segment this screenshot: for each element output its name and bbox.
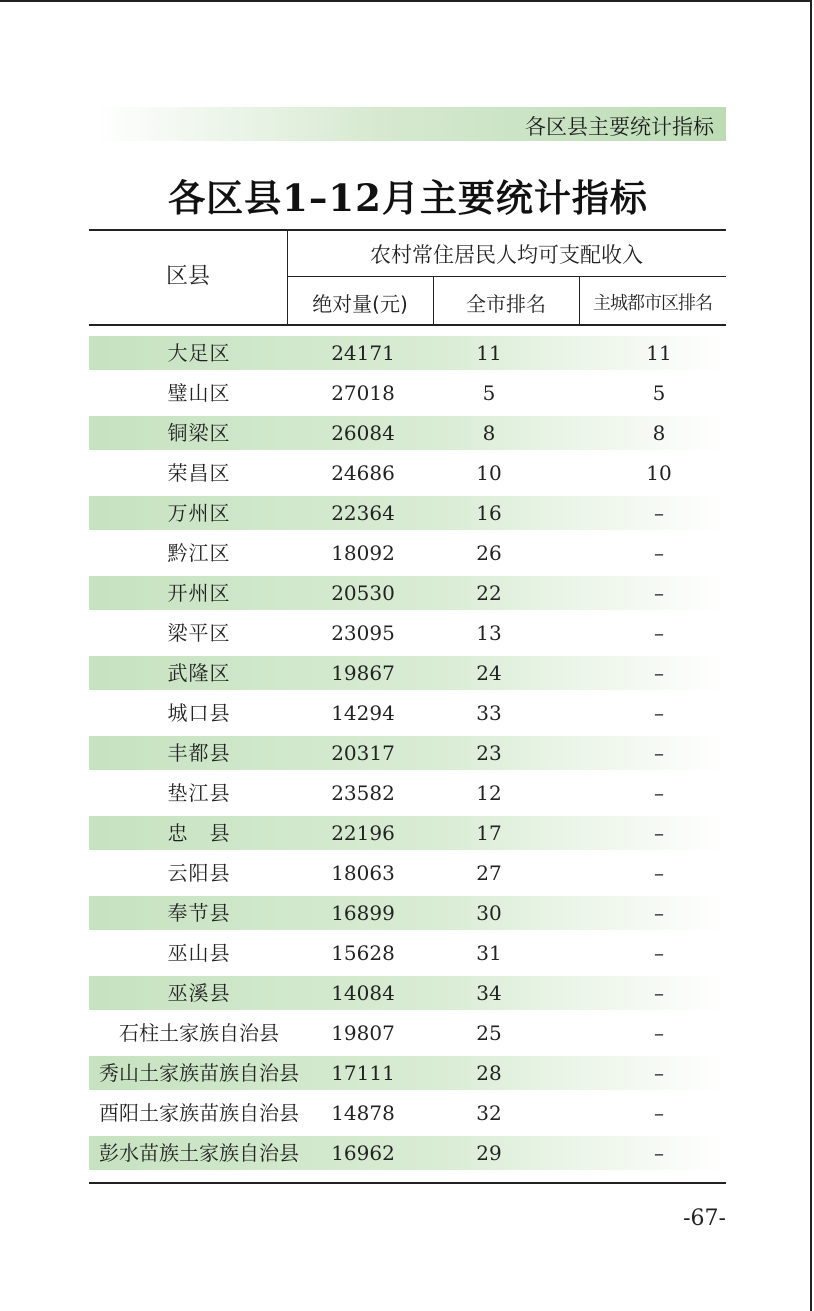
main-city-rank: – bbox=[654, 621, 664, 645]
table-top-rule bbox=[89, 229, 726, 231]
table-row bbox=[89, 1016, 726, 1050]
main-city-rank: – bbox=[654, 821, 664, 845]
city-rank: 17 bbox=[476, 821, 502, 845]
main-city-rank: – bbox=[654, 1061, 664, 1085]
main-city-rank: – bbox=[654, 581, 664, 605]
absolute-value: 18063 bbox=[331, 861, 395, 885]
district-name: 酉阳土家族苗族自治县 bbox=[99, 1101, 299, 1125]
main-city-rank: – bbox=[654, 701, 664, 725]
district-name: 彭水苗族土家族自治县 bbox=[99, 1141, 299, 1165]
table-row bbox=[89, 776, 726, 810]
main-city-rank: – bbox=[654, 901, 664, 925]
city-rank: 28 bbox=[476, 1061, 502, 1085]
main-city-rank: 10 bbox=[646, 461, 672, 485]
absolute-value: 14084 bbox=[331, 981, 395, 1005]
city-rank: 24 bbox=[476, 661, 502, 685]
main-city-rank: – bbox=[654, 1141, 664, 1165]
city-rank: 27 bbox=[476, 861, 502, 885]
district-name: 巫山县 bbox=[167, 941, 231, 965]
city-rank: 31 bbox=[476, 941, 502, 965]
city-rank: 11 bbox=[476, 341, 502, 365]
main-city-rank: – bbox=[654, 981, 664, 1005]
city-rank: 26 bbox=[476, 541, 502, 565]
table-row bbox=[89, 1136, 726, 1170]
header-income-group: 农村常住居民人均可支配收入 bbox=[370, 243, 643, 267]
district-name: 荣昌区 bbox=[167, 461, 231, 485]
city-rank: 33 bbox=[476, 701, 502, 725]
district-name: 黔江区 bbox=[167, 541, 231, 565]
absolute-value: 27018 bbox=[331, 381, 395, 405]
main-city-rank: – bbox=[654, 541, 664, 565]
absolute-value: 18092 bbox=[331, 541, 395, 565]
absolute-value: 23582 bbox=[331, 781, 395, 805]
main-city-rank: – bbox=[654, 741, 664, 765]
city-rank: 32 bbox=[476, 1101, 502, 1125]
table-row bbox=[89, 736, 726, 770]
district-name: 垫江县 bbox=[167, 781, 231, 805]
table-row bbox=[89, 856, 726, 890]
city-rank: 10 bbox=[476, 461, 502, 485]
city-rank: 8 bbox=[482, 421, 496, 445]
main-city-rank: 8 bbox=[652, 421, 666, 445]
main-city-rank: – bbox=[654, 661, 664, 685]
absolute-value: 16962 bbox=[331, 1141, 395, 1165]
absolute-value: 15628 bbox=[331, 941, 395, 965]
main-city-rank: – bbox=[654, 941, 664, 965]
main-city-rank: – bbox=[654, 1021, 664, 1045]
district-name: 丰都县 bbox=[167, 741, 231, 765]
table-row bbox=[89, 1096, 726, 1130]
district-name: 梁平区 bbox=[167, 621, 231, 645]
table-row bbox=[89, 936, 726, 970]
district-name: 城口县 bbox=[167, 701, 231, 725]
table-row bbox=[89, 976, 726, 1010]
table-bottom-rule bbox=[89, 1182, 726, 1184]
header-bottom-rule bbox=[89, 324, 726, 326]
absolute-value: 17111 bbox=[331, 1061, 395, 1085]
table-row bbox=[89, 336, 726, 370]
absolute-value: 20530 bbox=[331, 581, 395, 605]
table-row bbox=[89, 416, 726, 450]
table-row bbox=[89, 696, 726, 730]
city-rank: 22 bbox=[476, 581, 502, 605]
absolute-value: 24686 bbox=[331, 461, 395, 485]
district-name: 开州区 bbox=[167, 581, 231, 605]
absolute-value: 23095 bbox=[331, 621, 395, 645]
district-name: 石柱土家族自治县 bbox=[119, 1021, 279, 1045]
table-row bbox=[89, 896, 726, 930]
absolute-value: 22196 bbox=[331, 821, 395, 845]
district-name: 万州区 bbox=[167, 501, 231, 525]
page-title: 各区县1–12月主要统计指标 bbox=[168, 176, 648, 220]
district-name: 秀山土家族苗族自治县 bbox=[99, 1061, 299, 1085]
header-city-rank: 全市排名 bbox=[466, 292, 546, 316]
table-row bbox=[89, 656, 726, 690]
absolute-value: 16899 bbox=[331, 901, 395, 925]
table-row bbox=[89, 576, 726, 610]
section-label: 各区县主要统计指标 bbox=[525, 115, 714, 139]
table-row bbox=[89, 456, 726, 490]
absolute-value: 24171 bbox=[331, 341, 395, 365]
city-rank: 29 bbox=[476, 1141, 502, 1165]
absolute-value: 20317 bbox=[331, 741, 395, 765]
header-district: 区县 bbox=[165, 264, 210, 289]
table-row bbox=[89, 816, 726, 850]
main-city-rank: 11 bbox=[646, 341, 672, 365]
main-city-rank: – bbox=[654, 1101, 664, 1125]
city-rank: 30 bbox=[476, 901, 502, 925]
page-border-right bbox=[810, 0, 812, 1311]
header-absolute-value: 绝对量(元) bbox=[312, 292, 408, 316]
main-city-rank: – bbox=[654, 501, 664, 525]
city-rank: 23 bbox=[476, 741, 502, 765]
absolute-value: 19867 bbox=[331, 661, 395, 685]
city-rank: 25 bbox=[476, 1021, 502, 1045]
table-row bbox=[89, 496, 726, 530]
page-border-top bbox=[0, 0, 810, 2]
city-rank: 13 bbox=[476, 621, 502, 645]
city-rank: 12 bbox=[476, 781, 502, 805]
city-rank: 34 bbox=[476, 981, 502, 1005]
header-main-city-rank: 主城都市区排名 bbox=[593, 293, 712, 314]
district-name: 云阳县 bbox=[167, 861, 231, 885]
section-header-band bbox=[96, 107, 726, 141]
header-divider bbox=[287, 276, 726, 277]
city-rank: 16 bbox=[476, 501, 502, 525]
district-name: 奉节县 bbox=[167, 901, 231, 925]
main-city-rank: 5 bbox=[652, 381, 666, 405]
absolute-value: 19807 bbox=[331, 1021, 395, 1045]
city-rank: 5 bbox=[482, 381, 496, 405]
district-name: 大足区 bbox=[167, 341, 231, 365]
district-name: 巫溪县 bbox=[167, 981, 231, 1005]
district-name: 武隆区 bbox=[167, 661, 231, 685]
district-name: 忠 县 bbox=[167, 821, 231, 845]
absolute-value: 22364 bbox=[331, 501, 395, 525]
absolute-value: 26084 bbox=[331, 421, 395, 445]
district-name: 璧山区 bbox=[167, 381, 231, 405]
table-row bbox=[89, 1056, 726, 1090]
absolute-value: 14878 bbox=[331, 1101, 395, 1125]
absolute-value: 14294 bbox=[331, 701, 395, 725]
table-row bbox=[89, 536, 726, 570]
page-number: -67- bbox=[683, 1206, 726, 1231]
table-row bbox=[89, 616, 726, 650]
table-row bbox=[89, 376, 726, 410]
main-city-rank: – bbox=[654, 861, 664, 885]
main-city-rank: – bbox=[654, 781, 664, 805]
district-name: 铜梁区 bbox=[167, 421, 231, 445]
